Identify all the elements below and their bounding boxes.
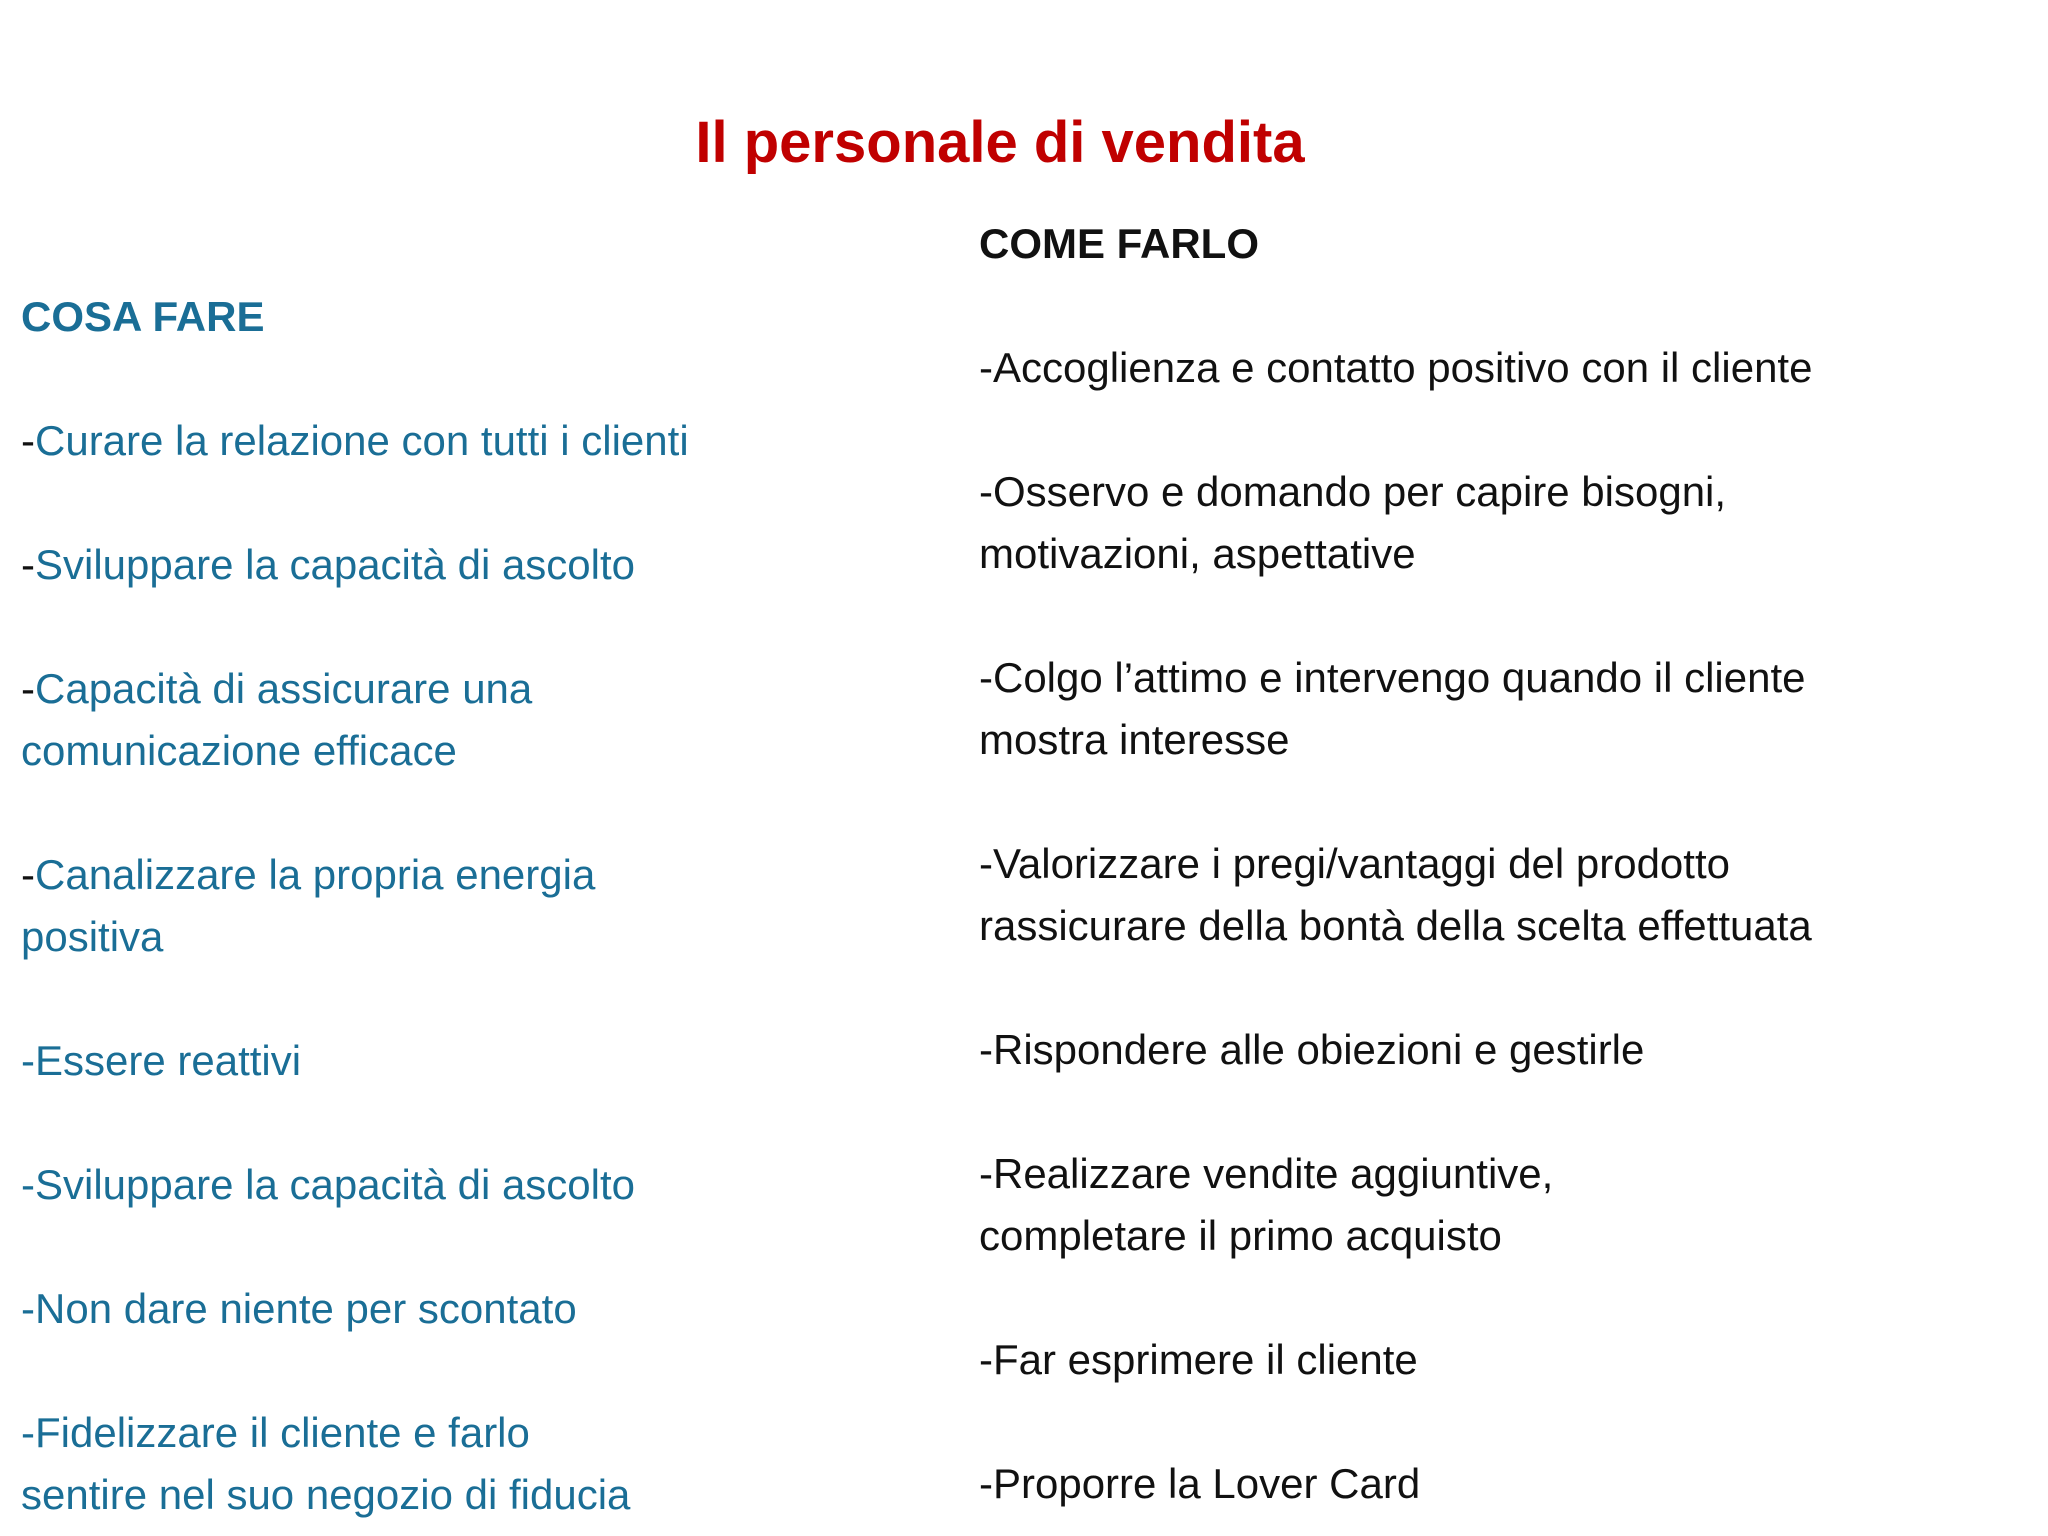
item-line: Canalizzare la propria energia: [35, 851, 596, 898]
list-item: [979, 833, 2019, 957]
item-dash: -: [21, 541, 35, 588]
slide-title: Il personale di vendita: [695, 110, 1305, 175]
list-item: [21, 1030, 961, 1092]
list-item: [21, 534, 961, 596]
list-item: [979, 461, 2019, 585]
list-item: [979, 1453, 2019, 1515]
list-item: [21, 658, 961, 782]
list-item: [979, 1143, 2019, 1267]
item-line: -Accoglienza e contatto positivo con il cliente: [979, 344, 1813, 391]
item-line: Sviluppare la capacità di ascolto: [35, 541, 636, 588]
list-item: [979, 1019, 2019, 1081]
item-dash: -: [21, 851, 35, 898]
item-dash: -: [21, 1409, 35, 1456]
item-dash: -: [21, 1161, 35, 1208]
list-item: [21, 410, 961, 472]
item-line: -Far esprimere il cliente: [979, 1336, 1418, 1383]
item-line: comunicazione efficace: [21, 727, 457, 774]
item-line: -Realizzare vendite aggiuntive,: [979, 1150, 1554, 1197]
item-line: -Valorizzare i pregi/vantaggi del prodotto: [979, 840, 1730, 887]
item-line: Non dare niente per scontato: [35, 1285, 577, 1332]
list-item: [21, 1154, 961, 1216]
list-item: [21, 1402, 961, 1526]
item-dash: -: [21, 1285, 35, 1332]
list-item: [979, 1329, 2019, 1391]
list-item: [979, 337, 2019, 399]
item-line: motivazioni, aspettative: [979, 530, 1416, 577]
item-line: Curare la relazione con tutti i clienti: [35, 417, 689, 464]
list-item: [21, 844, 961, 968]
item-line: -Osservo e domando per capire bisogni,: [979, 468, 1727, 515]
item-line: -Rispondere alle obiezioni e gestirle: [979, 1026, 1645, 1073]
item-line: Fidelizzare il cliente e farlo: [35, 1409, 530, 1456]
item-dash: -: [21, 417, 35, 464]
item-line: sentire nel suo negozio di fiducia: [21, 1471, 631, 1518]
item-dash: -: [21, 1037, 35, 1084]
cosa-fare-heading: COSA FARE: [21, 293, 265, 340]
list-item: [21, 1278, 961, 1340]
item-line: Capacità di assicurare una: [35, 665, 533, 712]
item-line: Sviluppare la capacità di ascolto: [35, 1161, 636, 1208]
list-item: [979, 647, 2019, 771]
item-dash: -: [21, 665, 35, 712]
item-line: mostra interesse: [979, 716, 1290, 763]
come-farlo-column: [979, 213, 2019, 1515]
cosa-fare-column: [21, 286, 961, 1526]
item-line: -Colgo l’attimo e intervengo quando il cliente: [979, 654, 1806, 701]
item-line: Essere reattivi: [35, 1037, 302, 1084]
item-line: -Proporre la Lover Card: [979, 1460, 1421, 1507]
item-line: completare il primo acquisto: [979, 1212, 1502, 1259]
item-line: rassicurare della bontà della scelta effettuata: [979, 902, 1812, 949]
come-farlo-heading: COME FARLO: [979, 220, 1259, 267]
item-line: positiva: [21, 913, 164, 960]
